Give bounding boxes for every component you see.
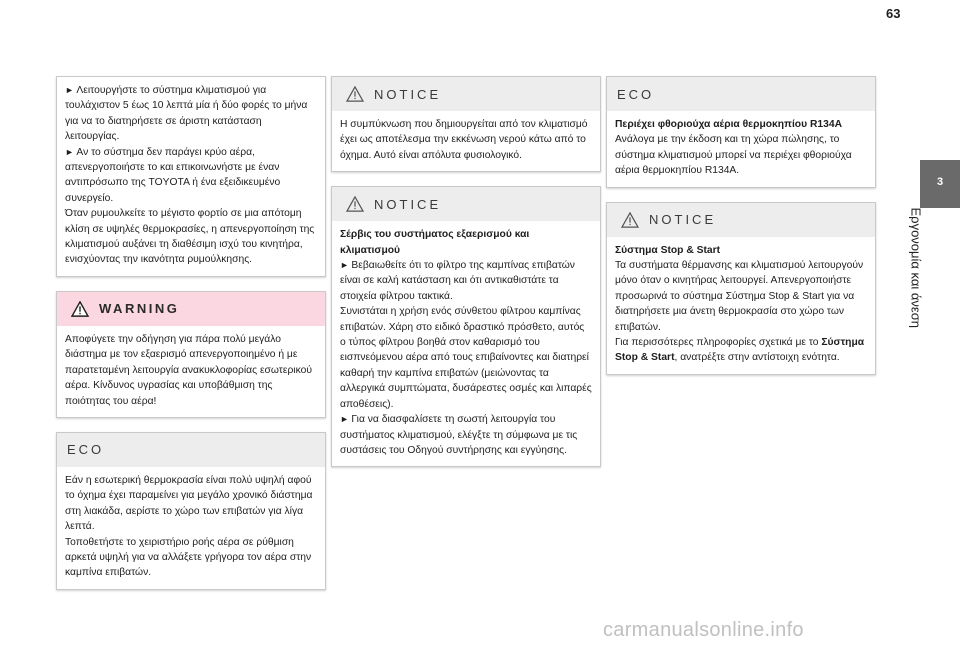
eco-heading: Περιέχει φθοριούχα αέρια θερμοκηπίου R134A (615, 119, 842, 130)
notice-triangle-icon (621, 212, 639, 228)
arrow-icon: ► (65, 146, 77, 157)
arrow-icon: ► (340, 260, 352, 271)
arrow-icon: ► (65, 85, 77, 95)
arrow-icon: ► (340, 414, 352, 425)
notice-item-1: ► Βεβαιωθείτε ότι το φίλτρο της καμπίνας επιβατών είναι σε καλή κατάσταση και ότι αντικαθιστάτε τα στοιχεία φίλτρου τακτικά. (340, 260, 575, 302)
chapter-title-wrap (896, 207, 936, 350)
notice-triangle-icon (346, 86, 364, 102)
notice-header (607, 203, 875, 237)
notice-heading: Σύστημα Stop & Start (615, 244, 721, 256)
eco-title: ECO (617, 86, 655, 102)
notice-heading: Σέρβις του συστήματος εξαερισμού και κλιματισμού (340, 229, 530, 256)
intro-item-3: Όταν ρυμουλκείτε το μέγιστο φορτίο σε μια απότομη κλίση σε υψηλές θερμοκρασίες, η απενεργοποίηση της κλιματισμού αυξάνει τη διαθέσιμη ισχύ του κινητήρα, ενισχύοντας την ικανότητα ρυμούλκησης. (65, 208, 315, 266)
eco-text-1: Εάν η εσωτερική θερμοκρασία είναι πολύ υψηλή αφού το όχημα έχει παραμείνει για μεγάλο χρονικό διάστημα στη λιακάδα, αερίστε το χώρο των επιβατών για λίγα λεπτά. (65, 474, 313, 533)
notice-text: Η συμπύκνωση που δημιουργείται από τον κλιματισμό έχει ως αποτέλεσμα την εκκένωση νερού κάτω από το όχημα. Αυτό είναι απόλυτα φυσιολογικό. (340, 119, 588, 161)
notice-box-stop-start (606, 202, 876, 375)
watermark: carmanualsonline.info (603, 619, 804, 641)
notice-box-service (331, 186, 601, 467)
eco-header (607, 77, 875, 111)
column-right (606, 76, 876, 389)
intro-item-2: ► Αν το σύστημα δεν παράγει κρύο αέρα, απενεργοποιήστε το και επικοινωνήστε με έναν αντιπρόσωπο της TOYOTA ή ένα εξειδικευμένο συνεργείο. (65, 146, 281, 204)
column-left (56, 76, 326, 604)
intro-box (56, 76, 326, 277)
notice-header (332, 187, 600, 221)
eco-text: Ανάλογα με την έκδοση και τη χώρα πώλησης, το σύστημα κλιματισμού μπορεί να περιέχει φθοριούχα αέρια θερμοκηπίου R134A. (615, 134, 852, 177)
notice-title: NOTICE (374, 86, 442, 102)
notice-box-condensation (331, 76, 601, 172)
eco-header (57, 433, 325, 467)
eco-text-2: Τοποθετήστε το χειριστήριο ροής αέρα σε ρύθμιση αρκετά υψηλή για να αλλάξετε γρήγορα τον αέρα στην καμπίνα επιβατών. (65, 536, 312, 579)
notice-title: NOTICE (374, 196, 442, 212)
notice-header (332, 77, 600, 111)
intro-item-1: ► Λειτουργήστε το σύστημα κλιματισμού για τουλάχιστον 5 έως 10 λεπτά μία ή δύο φορές το μήνα για να το διατηρήσετε σε άριστη κατάσταση λειτουργίας. (65, 85, 308, 143)
chapter-tab (920, 160, 960, 208)
notice-item-2: ► Για να διασφαλίσετε τη σωστή λειτουργία του συστήματος κλιματισμού, ελέγξτε τη σύμφωνα με τις συστάσεις του Οδηγού συντήρησης και εγγύησης. (340, 414, 578, 456)
warning-box (56, 291, 326, 418)
notice-text-1: Τα συστήματα θέρμανσης και κλιματισμού λειτουργούν μόνο όταν ο κινητήρας λειτουργεί. Απενεργοποιήστε προσωρινά το σύστημα Σύστημα Stop & Start για να διατηρήσετε μια άνετη θερμοκρασία στο χώρο των επιβατών. (615, 260, 864, 333)
notice-text-2: Για περισσότερες πληροφορίες σχετικά με το Σύστημα Stop & Start, ανατρέξτε στην αντίστοιχη ενότητα. (615, 337, 865, 364)
warning-triangle-icon (71, 301, 89, 317)
notice-triangle-icon (346, 196, 364, 212)
eco-box-left (56, 432, 326, 590)
warning-header (57, 292, 325, 326)
eco-title: ECO (67, 442, 105, 458)
warning-title: WARNING (99, 301, 180, 317)
notice-item-1-cont: Συνιστάται η χρήση ενός σύνθετου φίλτρου καμπίνας επιβατών. Χάρη στο ειδικό δραστικό πρόσθετο, αυτός ο τύπος φίλτρου βοηθά στον καθαρισμό του εισπνεόμενου αέρα από τους επιβαίνοντες και διατηρεί καθαρή την καμπίνα επιβατών (μειώνοντας τα αλλεργικά συμπτώματα, δυσάρεστες οσμές και λιπαρές αποθέσεις). (340, 306, 592, 410)
chapter-number: 3 (936, 176, 944, 188)
chapter-title: Εργονομία και άνεση (908, 207, 924, 328)
warning-text: Αποφύγετε την οδήγηση για πάρα πολύ μεγάλο διάστημα με τον εξαερισμό απενεργοποιημένο ή με παρατεταμένη λειτουργία ανακυκλοφορίας εσωτερικού αέρα. Κίνδυνος υγρασίας και υποβάθμιση της ποιότητας του αέρα! (65, 333, 312, 407)
eco-box-right (606, 76, 876, 188)
notice-title: NOTICE (649, 212, 717, 228)
column-middle (331, 76, 601, 481)
page-number: 63 (886, 6, 901, 21)
